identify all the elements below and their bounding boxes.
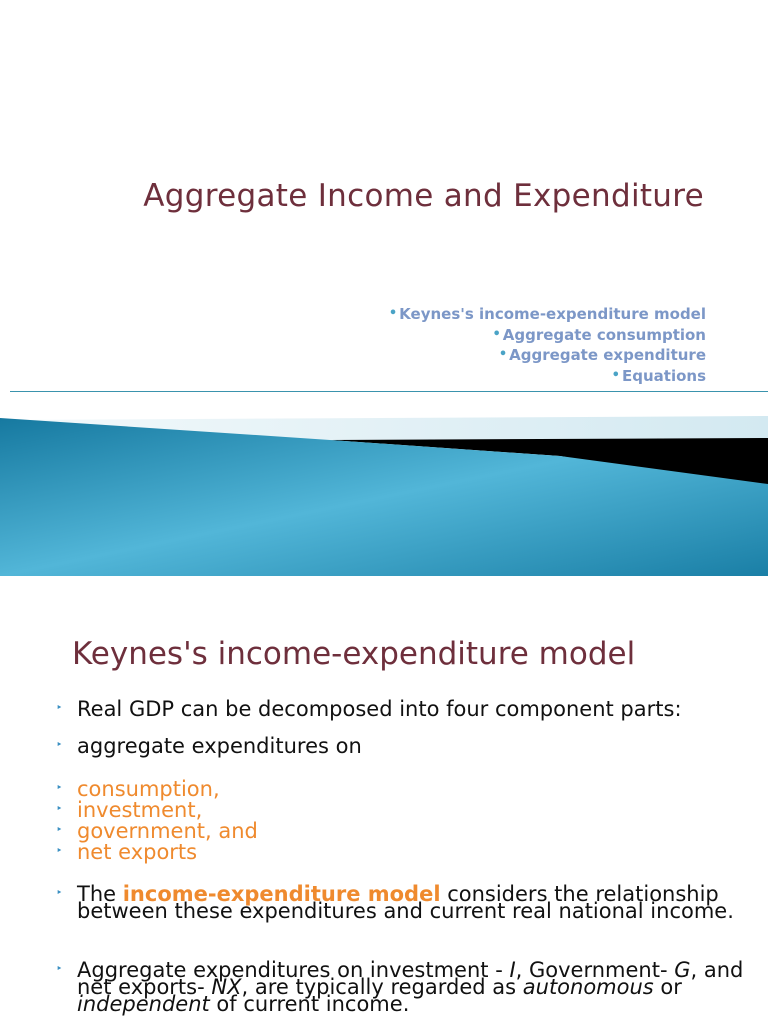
italic-term: G bbox=[674, 958, 691, 982]
slide-title: Keynes's income-expenditure model bbox=[72, 636, 636, 672]
text-run: of current income. bbox=[209, 992, 410, 1016]
bullet-text: Real GDP can be decomposed into four component parts: bbox=[77, 697, 682, 721]
decorative-swoosh bbox=[0, 412, 768, 576]
arrow-bullet-icon: ‣ bbox=[56, 823, 63, 836]
component-text: investment, bbox=[77, 798, 203, 822]
topic-label: Keynes's income-expenditure model bbox=[399, 305, 706, 323]
text-run: The bbox=[77, 882, 123, 906]
text-run: considers the relationship between these expenditures and current real national income. bbox=[77, 882, 734, 923]
divider-line bbox=[10, 391, 768, 392]
arrow-bullet-icon: ‣ bbox=[56, 886, 63, 899]
topic-label: Equations bbox=[621, 367, 706, 386]
bullet-paragraph bbox=[56, 777, 756, 801]
italic-term: independent bbox=[77, 992, 210, 1016]
arrow-bullet-icon: ‣ bbox=[56, 802, 63, 815]
bullet-paragraph bbox=[56, 819, 756, 843]
bullet-text bbox=[77, 958, 756, 1016]
italic-term: I bbox=[509, 958, 516, 982]
bullet-paragraph bbox=[56, 734, 756, 758]
bullet-text bbox=[77, 882, 756, 923]
topic-item bbox=[389, 325, 706, 346]
bullet-text: aggregate expenditures on bbox=[77, 734, 362, 758]
component-text: consumption, bbox=[77, 777, 220, 801]
arrow-bullet-icon: ‣ bbox=[56, 701, 63, 714]
bullet-icon: • bbox=[388, 306, 398, 321]
topic-item bbox=[389, 345, 706, 366]
bullet-paragraph bbox=[56, 697, 756, 721]
content-slide bbox=[0, 576, 768, 1024]
text-run: , and net exports- bbox=[77, 958, 744, 999]
text-run: or bbox=[653, 975, 682, 999]
slide-title: Aggregate Income and Expenditure bbox=[143, 178, 704, 214]
arrow-bullet-icon: ‣ bbox=[56, 844, 63, 857]
bullet-icon: • bbox=[611, 368, 620, 384]
highlighted-term: income-expenditure model bbox=[122, 882, 441, 906]
arrow-bullet-icon: ‣ bbox=[56, 738, 63, 751]
italic-term: autonomous bbox=[522, 975, 654, 999]
topic-item bbox=[389, 304, 706, 325]
bullet-paragraph bbox=[56, 840, 756, 864]
bullet-icon: • bbox=[498, 347, 508, 363]
component-text: net exports bbox=[77, 840, 198, 864]
topic-label: Aggregate expenditure bbox=[509, 346, 706, 365]
bullet-paragraph bbox=[56, 882, 756, 923]
bullet-icon: • bbox=[492, 326, 501, 342]
component-text: government, and bbox=[77, 819, 258, 843]
text-run: Aggregate expenditures on investment - bbox=[77, 958, 510, 982]
topic-list bbox=[389, 304, 706, 387]
text-run: , are typically regarded as bbox=[241, 975, 523, 999]
arrow-bullet-icon: ‣ bbox=[56, 781, 63, 794]
topic-item bbox=[389, 366, 706, 387]
topic-label: Aggregate consumption bbox=[502, 325, 706, 344]
bullet-paragraph bbox=[56, 958, 756, 1016]
text-run: , Government- bbox=[515, 958, 675, 982]
arrow-bullet-icon: ‣ bbox=[56, 962, 63, 975]
bullet-paragraph bbox=[56, 798, 756, 822]
italic-term: NX bbox=[211, 975, 242, 999]
